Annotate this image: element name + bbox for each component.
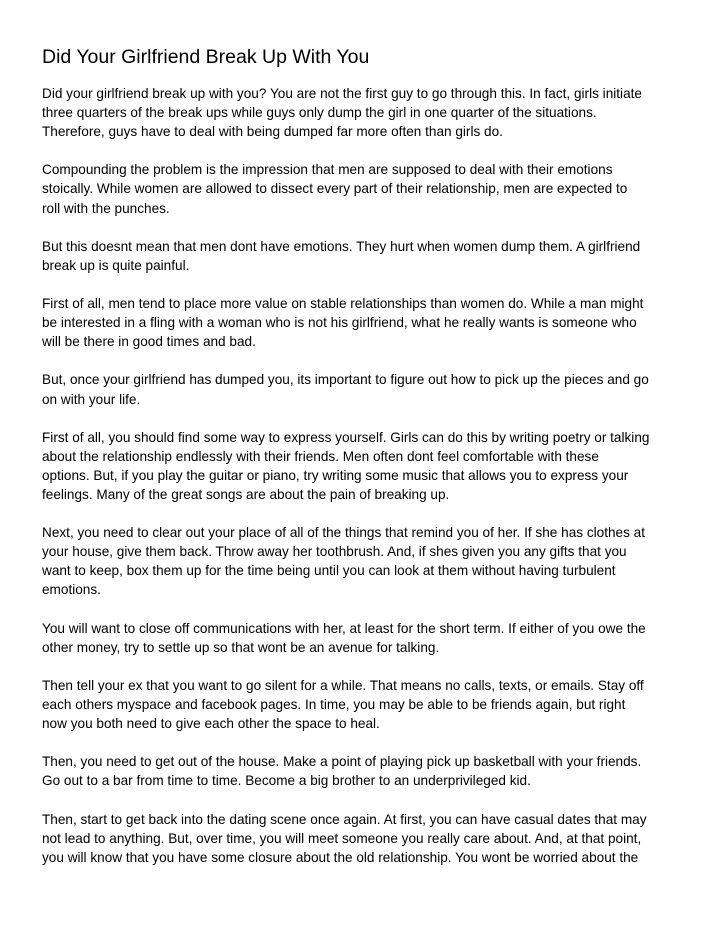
paragraph-line: other money, try to settle up so that wont be an avenue for talking. <box>42 639 440 655</box>
paragraph-line: But, once your girlfriend has dumped you, its important to figure out how to pick up the pieces and go <box>42 372 649 388</box>
paragraph-line: First of all, you should find some way to express yourself. Girls can do this by writing poetry or talking <box>42 429 650 445</box>
paragraph-line: not lead to anything. But, over time, you will meet someone you really care about. And, at that point, <box>42 830 642 846</box>
paragraph-line: Then tell your ex that you want to go silent for a while. That means no calls, texts, or emails. Stay off <box>42 677 644 693</box>
paragraph-line: stoically. While women are allowed to dissect every part of their relationship, men are expected to <box>42 181 628 197</box>
paragraph-line: First of all, men tend to place more value on stable relationships than women do. While a man might <box>42 296 644 312</box>
paragraph <box>42 237 692 275</box>
document-page <box>42 44 692 886</box>
paragraph-line: now you both need to give each other the space to heal. <box>42 716 380 732</box>
document-body <box>42 84 692 867</box>
paragraph <box>42 160 692 217</box>
paragraph-line: your house, give them back. Throw away her toothbrush. And, if shes given you any gifts that you <box>42 544 627 560</box>
paragraph-line: be interested in a fling with a woman who is not his girlfriend, what he really wants is someone who <box>42 315 637 331</box>
paragraph-line: Then, you need to get out of the house. Make a point of playing pick up basketball with your friends. <box>42 754 642 770</box>
paragraph-line: Go out to a bar from time to time. Become a big brother to an underprivileged kid. <box>42 773 531 789</box>
paragraph-line: each others myspace and facebook pages. In time, you may be able to be friends again, but right <box>42 697 626 712</box>
paragraph <box>42 619 692 657</box>
document-title: Did Your Girlfriend Break Up With You <box>42 46 370 68</box>
paragraph-line: Therefore, guys have to deal with being dumped far more often than girls do. <box>42 124 503 140</box>
paragraph <box>42 370 692 408</box>
paragraph-line: feelings. Many of the great songs are about the pain of breaking up. <box>42 486 450 502</box>
paragraph-line: Then, start to get back into the dating scene once again. At first, you can have casual dates that may <box>42 811 647 827</box>
paragraph-line: options. But, if you play the guitar or piano, try writing some music that allows you to express your <box>42 467 629 483</box>
paragraph-line: want to keep, box them up for the time being until you can look at them without having turbulent <box>42 563 616 579</box>
paragraph <box>42 752 692 790</box>
paragraph-line: But this doesnt mean that men dont have emotions. They hurt when women dump them. A girlfriend <box>42 238 641 254</box>
paragraph <box>42 294 692 351</box>
paragraph-line: about the relationship endlessly with their friends. Men often dont feel comfortable with these <box>42 448 599 464</box>
paragraph-line: Next, you need to clear out your place of all of the things that remind you of her. If she has clothes at <box>42 525 646 541</box>
paragraph-line: Compounding the problem is the impression that men are supposed to deal with their emotions <box>42 162 613 178</box>
paragraph <box>42 84 692 141</box>
paragraph-line: break up is quite painful. <box>42 257 190 273</box>
paragraph-line: on with your life. <box>42 391 141 407</box>
paragraph-line: Did your girlfriend break up with you? You are not the first guy to go through this. In fact, girls initiate <box>42 86 642 101</box>
paragraph <box>42 428 692 504</box>
paragraph-line: you will know that you have some closure about the old relationship. You wont be worried about the <box>42 849 639 865</box>
paragraph-line: emotions. <box>42 582 101 598</box>
paragraph <box>42 810 692 867</box>
paragraph-line: You will want to close off communications with her, at least for the short term. If either of you owe the <box>42 620 646 636</box>
paragraph-line: three quarters of the break ups while guys only dump the girl in one quarter of the situations. <box>42 105 597 121</box>
paragraph-line: will be there in good times and bad. <box>42 334 256 350</box>
paragraph <box>42 523 692 599</box>
paragraph <box>42 676 692 733</box>
paragraph-line: roll with the punches. <box>42 200 170 216</box>
